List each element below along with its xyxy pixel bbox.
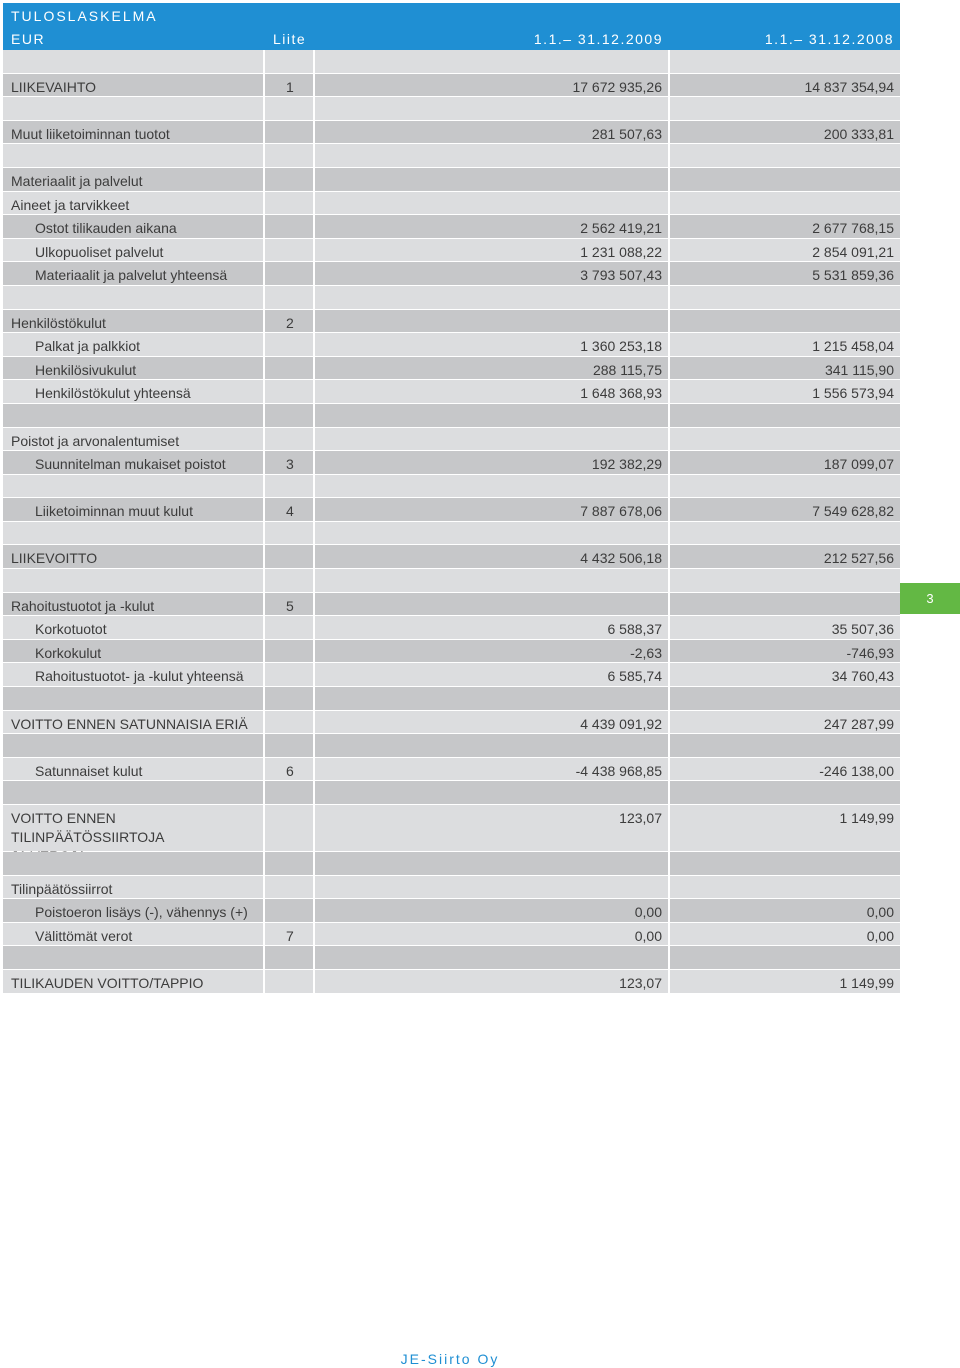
value-2008-cell (670, 121, 900, 144)
value-2008-cell (670, 593, 900, 616)
row-label-cell (3, 923, 265, 946)
row-label: Materiaalit ja palvelut (11, 172, 143, 189)
value-2009-cell (315, 805, 670, 851)
value-2009-cell (315, 498, 670, 521)
value-2008: 7 549 628,82 (812, 503, 894, 520)
value-2008-cell (670, 687, 900, 710)
row-label-cell (3, 899, 265, 922)
value-2008: 2 854 091,21 (812, 243, 894, 260)
row-label-cell (3, 498, 265, 521)
currency-label: EUR (11, 31, 46, 47)
row-note-cell (265, 687, 315, 710)
table-row (3, 239, 900, 263)
table-row (3, 545, 900, 569)
value-2008-cell (670, 498, 900, 521)
row-note-cell (265, 404, 315, 427)
value-2008: 35 507,36 (831, 621, 894, 638)
value-2008: 187 099,07 (823, 456, 894, 473)
table-row (3, 428, 900, 452)
row-label-cell (3, 74, 265, 97)
row-note-cell (265, 380, 315, 403)
row-note: 1 (286, 78, 294, 95)
table-row (3, 451, 900, 475)
value-2009-cell (315, 923, 670, 946)
table-row (3, 74, 900, 98)
row-label: Rahoitustuotot ja -kulut (11, 597, 155, 614)
value-2009-cell (315, 569, 670, 592)
row-label-cell (3, 946, 265, 969)
table-row (3, 121, 900, 145)
row-note: 7 (286, 927, 294, 944)
value-2008-cell (670, 168, 900, 191)
table-row (3, 663, 900, 687)
row-label-cell (3, 663, 265, 686)
table-row (3, 734, 900, 758)
value-2009-cell (315, 215, 670, 238)
row-note-cell (265, 144, 315, 167)
row-label-cell (3, 970, 265, 993)
table-row (3, 758, 900, 782)
value-2008-cell (670, 545, 900, 568)
row-note-cell (265, 74, 315, 97)
row-label: TILIKAUDEN VOITTO/TAPPIO (11, 974, 204, 991)
row-label-cell (3, 144, 265, 167)
value-2009: 0,00 (634, 927, 662, 944)
row-label: VOITTO ENNEN TILINPÄÄTÖSSIIRTOJA (11, 810, 165, 845)
note-column-header: Liite (273, 31, 307, 47)
value-2008-cell (670, 144, 900, 167)
row-label-cell (3, 239, 265, 262)
table-row (3, 475, 900, 499)
row-label-cell (3, 569, 265, 592)
value-2008-cell (670, 970, 900, 993)
table-row (3, 876, 900, 900)
value-2008-cell (670, 239, 900, 262)
value-2009-cell (315, 734, 670, 757)
value-2008-cell (670, 475, 900, 498)
row-note-cell (265, 781, 315, 804)
value-2008-cell (670, 192, 900, 215)
table-row (3, 640, 900, 664)
value-2009-cell (315, 451, 670, 474)
value-2009: 6 585,74 (607, 668, 662, 685)
row-label: Välittömät verot (35, 927, 133, 944)
table-row (3, 781, 900, 805)
value-2009-cell (315, 50, 670, 73)
row-label-cell (3, 310, 265, 333)
row-label-cell (3, 805, 265, 851)
value-2009: 1 648 368,93 (580, 385, 662, 402)
value-2009-cell (315, 310, 670, 333)
value-2009-cell (315, 946, 670, 969)
value-2008: 1 215 458,04 (812, 338, 894, 355)
row-note: 3 (286, 456, 294, 473)
row-note-cell (265, 498, 315, 521)
value-2008: 0,00 (866, 904, 894, 921)
value-2009-cell (315, 545, 670, 568)
page-tab-marker: 3 (900, 583, 960, 614)
value-2008: 1 149,99 (839, 974, 894, 991)
row-note-cell (265, 640, 315, 663)
row-label-cell (3, 215, 265, 238)
row-label: LIIKEVAIHTO (11, 78, 97, 95)
row-label: LIIKEVOITTO (11, 550, 98, 567)
row-label-cell (3, 640, 265, 663)
row-label-cell (3, 97, 265, 120)
value-2008: -246 138,00 (819, 762, 894, 779)
row-label: Korkotuotot (35, 621, 107, 638)
row-label-cell (3, 50, 265, 73)
value-2008-cell (670, 946, 900, 969)
row-label-cell (3, 876, 265, 899)
value-2009-cell (315, 333, 670, 356)
period-2008-header: 1.1.– 31.12.2008 (764, 31, 894, 47)
row-note-cell (265, 734, 315, 757)
row-label-cell (3, 734, 265, 757)
table-row (3, 97, 900, 121)
table-row (3, 286, 900, 310)
table-row (3, 852, 900, 876)
income-statement-table (3, 50, 900, 994)
value-2008-cell (670, 852, 900, 875)
row-note-cell (265, 310, 315, 333)
value-2008: 1 149,99 (839, 810, 894, 826)
row-note-cell (265, 946, 315, 969)
row-label: Materiaalit ja palvelut yhteensä (35, 267, 228, 284)
row-label: Henkilösivukulut (35, 361, 137, 378)
row-note-cell (265, 262, 315, 285)
value-2009-cell (315, 286, 670, 309)
value-2009: 2 562 419,21 (580, 220, 662, 237)
row-note-cell (265, 168, 315, 191)
value-2008-cell (670, 428, 900, 451)
value-2008-cell (670, 333, 900, 356)
value-2009: 192 382,29 (591, 456, 662, 473)
table-row (3, 805, 900, 852)
company-footer: JE-Siirto Oy (400, 1351, 500, 1367)
row-note-cell (265, 286, 315, 309)
table-row (3, 711, 900, 735)
table-row (3, 50, 900, 74)
value-2008-cell (670, 923, 900, 946)
value-2009-cell (315, 970, 670, 993)
row-label-cell (3, 852, 265, 875)
row-label: Muut liiketoiminnan tuotot (11, 125, 170, 142)
table-row (3, 946, 900, 970)
value-2009-cell (315, 144, 670, 167)
value-2008-cell (670, 758, 900, 781)
row-label: Rahoitustuotot- ja -kulut yhteensä (35, 668, 244, 685)
statement-header (3, 3, 900, 50)
value-2008-cell (670, 876, 900, 899)
value-2009-cell (315, 192, 670, 215)
value-2009: 17 672 935,26 (572, 78, 662, 95)
row-label-cell (3, 333, 265, 356)
row-label-cell (3, 687, 265, 710)
row-label: Henkilöstökulut (11, 314, 106, 331)
row-note-cell (265, 758, 315, 781)
row-label-cell (3, 121, 265, 144)
value-2008: 200 333,81 (823, 125, 894, 142)
value-2008: 14 837 354,94 (804, 78, 894, 95)
row-note: 2 (286, 314, 294, 331)
value-2009: 0,00 (634, 904, 662, 921)
row-label-cell (3, 451, 265, 474)
row-label: Liiketoiminnan muut kulut (35, 503, 193, 520)
value-2009-cell (315, 687, 670, 710)
row-note-cell (265, 522, 315, 545)
row-note-cell (265, 333, 315, 356)
table-row (3, 310, 900, 334)
value-2008-cell (670, 522, 900, 545)
row-note-cell (265, 475, 315, 498)
value-2009-cell (315, 121, 670, 144)
value-2009-cell (315, 663, 670, 686)
value-2009-cell (315, 616, 670, 639)
row-label: Korkokulut (35, 644, 102, 661)
row-label: Henkilöstökulut yhteensä (35, 385, 191, 402)
table-row (3, 380, 900, 404)
value-2008: 34 760,43 (831, 668, 894, 685)
statement-title: TULOSLASKELMA (11, 8, 158, 24)
row-label: Satunnaiset kulut (35, 762, 143, 779)
value-2009-cell (315, 428, 670, 451)
value-2008-cell (670, 663, 900, 686)
value-2008-cell (670, 380, 900, 403)
value-2009-cell (315, 239, 670, 262)
row-label-cell (3, 380, 265, 403)
row-label-cell (3, 262, 265, 285)
row-label: Aineet ja tarvikkeet (11, 196, 130, 213)
table-row (3, 498, 900, 522)
row-note-cell (265, 545, 315, 568)
value-2008-cell (670, 97, 900, 120)
value-2009: 4 439 091,92 (580, 715, 662, 732)
value-2009-cell (315, 74, 670, 97)
row-note-cell (265, 239, 315, 262)
table-row (3, 215, 900, 239)
table-row (3, 262, 900, 286)
row-note-cell (265, 923, 315, 946)
row-label-cell (3, 781, 265, 804)
table-row (3, 923, 900, 947)
row-label-cell (3, 404, 265, 427)
value-2009-cell (315, 876, 670, 899)
value-2009-cell (315, 899, 670, 922)
row-label: Suunnitelman mukaiset poistot (35, 456, 226, 473)
row-label: VOITTO ENNEN SATUNNAISIA ERIÄ (11, 715, 248, 732)
value-2009: 123,07 (619, 810, 662, 826)
row-note-cell (265, 192, 315, 215)
table-row (3, 404, 900, 428)
row-label-cell (3, 616, 265, 639)
value-2008-cell (670, 711, 900, 734)
row-label-cell (3, 475, 265, 498)
row-note: 6 (286, 762, 294, 779)
value-2008-cell (670, 310, 900, 333)
row-note-cell (265, 876, 315, 899)
value-2009-cell (315, 522, 670, 545)
row-label-cell (3, 711, 265, 734)
row-label: Poistoeron lisäys (-), vähennys (+) (35, 904, 248, 921)
row-label-cell (3, 545, 265, 568)
value-2009: 1 360 253,18 (580, 338, 662, 355)
table-row (3, 970, 900, 994)
row-note-cell (265, 852, 315, 875)
row-label: Ulkopuoliset palvelut (35, 243, 164, 260)
row-label: Ostot tilikauden aikana (35, 220, 177, 237)
value-2009-cell (315, 758, 670, 781)
table-row (3, 569, 900, 593)
table-row (3, 687, 900, 711)
row-label-cell (3, 522, 265, 545)
table-row (3, 168, 900, 192)
table-row (3, 192, 900, 216)
value-2008-cell (670, 74, 900, 97)
period-2009-header: 1.1.– 31.12.2009 (533, 31, 663, 47)
row-label: Tilinpäätössiirrot (11, 880, 113, 897)
row-label: Palkat ja palkkiot (35, 338, 141, 355)
row-note-cell (265, 569, 315, 592)
value-2009-cell (315, 380, 670, 403)
value-2008-cell (670, 357, 900, 380)
value-2008: 0,00 (866, 927, 894, 944)
table-row (3, 144, 900, 168)
value-2009: 7 887 678,06 (580, 503, 662, 520)
value-2009: -2,63 (630, 644, 662, 661)
value-2009: 288 115,75 (592, 361, 662, 378)
value-2009: -4 438 968,85 (575, 762, 662, 779)
value-2008: 2 677 768,15 (812, 220, 894, 237)
value-2009: 123,07 (619, 974, 662, 991)
value-2009: 6 588,37 (607, 621, 662, 638)
value-2008: 1 556 573,94 (812, 385, 894, 402)
row-label-cell (3, 593, 265, 616)
value-2009-cell (315, 852, 670, 875)
value-2009-cell (315, 357, 670, 380)
value-2008-cell (670, 899, 900, 922)
row-note-cell (265, 805, 315, 851)
value-2008: 212 527,56 (823, 550, 894, 567)
row-label: Poistot ja arvonalentumiset (11, 432, 180, 449)
value-2009: 281 507,63 (591, 125, 662, 142)
value-2009-cell (315, 640, 670, 663)
row-note-cell (265, 50, 315, 73)
row-note-cell (265, 121, 315, 144)
row-note-cell (265, 593, 315, 616)
value-2009-cell (315, 262, 670, 285)
row-note-cell (265, 97, 315, 120)
value-2009-cell (315, 593, 670, 616)
value-2009-cell (315, 781, 670, 804)
row-note-cell (265, 711, 315, 734)
value-2009-cell (315, 404, 670, 427)
row-label-cell (3, 192, 265, 215)
value-2008: 247 287,99 (823, 715, 894, 732)
row-note: 4 (286, 503, 294, 520)
row-note-cell (265, 215, 315, 238)
row-label-cell (3, 168, 265, 191)
value-2009-cell (315, 475, 670, 498)
value-2009: 4 432 506,18 (580, 550, 662, 567)
value-2009-cell (315, 711, 670, 734)
value-2009: 3 793 507,43 (580, 267, 662, 284)
table-row (3, 593, 900, 617)
value-2008: -746,93 (846, 644, 894, 661)
row-note-cell (265, 663, 315, 686)
value-2008-cell (670, 805, 900, 851)
row-label-cell (3, 758, 265, 781)
row-label-cell (3, 428, 265, 451)
value-2008: 5 531 859,36 (812, 267, 894, 284)
value-2008-cell (670, 262, 900, 285)
row-note-cell (265, 899, 315, 922)
value-2008-cell (670, 781, 900, 804)
row-label-cell (3, 286, 265, 309)
row-note-cell (265, 428, 315, 451)
table-row (3, 899, 900, 923)
value-2009-cell (315, 97, 670, 120)
value-2008-cell (670, 50, 900, 73)
row-note-cell (265, 970, 315, 993)
row-note-cell (265, 616, 315, 639)
row-note: 5 (286, 597, 294, 614)
row-label-cell (3, 357, 265, 380)
value-2009: 1 231 088,22 (580, 243, 662, 260)
value-2008-cell (670, 404, 900, 427)
value-2008-cell (670, 640, 900, 663)
value-2009-cell (315, 168, 670, 191)
value-2008: 341 115,90 (824, 361, 894, 378)
table-row (3, 333, 900, 357)
value-2008-cell (670, 569, 900, 592)
table-row (3, 616, 900, 640)
value-2008-cell (670, 451, 900, 474)
table-row (3, 522, 900, 546)
table-row (3, 357, 900, 381)
value-2008-cell (670, 734, 900, 757)
value-2008-cell (670, 215, 900, 238)
value-2008-cell (670, 616, 900, 639)
row-note-cell (265, 357, 315, 380)
value-2008-cell (670, 286, 900, 309)
row-note-cell (265, 451, 315, 474)
